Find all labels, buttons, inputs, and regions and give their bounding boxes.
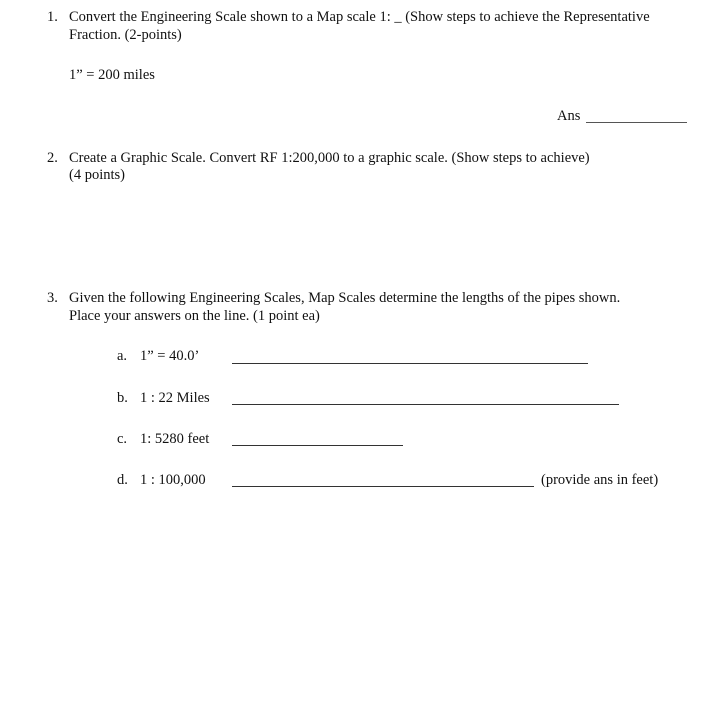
q1-answer-label: Ans xyxy=(557,108,581,124)
q2-number: 2. xyxy=(47,150,58,166)
q3b-letter: b. xyxy=(117,390,128,406)
q1-text-line2: Fraction. (2-points) xyxy=(69,27,182,43)
q3d-letter: d. xyxy=(117,472,128,488)
q2-text-line1: Create a Graphic Scale. Convert RF 1:200,000 to a graphic scale. (Show steps to achieve) xyxy=(69,150,590,166)
q3-number: 3. xyxy=(47,290,58,306)
q3-text-line2: Place your answers on the line. (1 point ea) xyxy=(69,308,320,324)
q3c-letter: c. xyxy=(117,431,128,447)
q1-number: 1. xyxy=(47,9,58,25)
q3a-scale: 1” = 40.0’ xyxy=(140,348,200,364)
q3d-answer-line[interactable] xyxy=(232,486,534,487)
q3c-scale: 1: 5280 feet xyxy=(140,431,210,447)
q3a-letter: a. xyxy=(117,348,128,364)
q1-given-scale: 1” = 200 miles xyxy=(69,67,155,83)
q1-text-line1: Convert the Engineering Scale shown to a Map scale 1: _ (Show steps to achieve the Representative xyxy=(69,9,650,25)
q3b-scale: 1 : 22 Miles xyxy=(140,390,210,406)
q1-answer-line[interactable] xyxy=(586,122,687,123)
q3d-scale: 1 : 100,000 xyxy=(140,472,206,488)
q3a-answer-line[interactable] xyxy=(232,363,588,364)
q2-text-line2: (4 points) xyxy=(69,167,125,183)
q3b-answer-line[interactable] xyxy=(232,404,619,405)
q3-text-line1: Given the following Engineering Scales, Map Scales determine the lengths of the pipes shown. xyxy=(69,290,621,306)
q3d-note: (provide ans in feet) xyxy=(541,472,659,488)
q3c-answer-line[interactable] xyxy=(232,445,403,446)
